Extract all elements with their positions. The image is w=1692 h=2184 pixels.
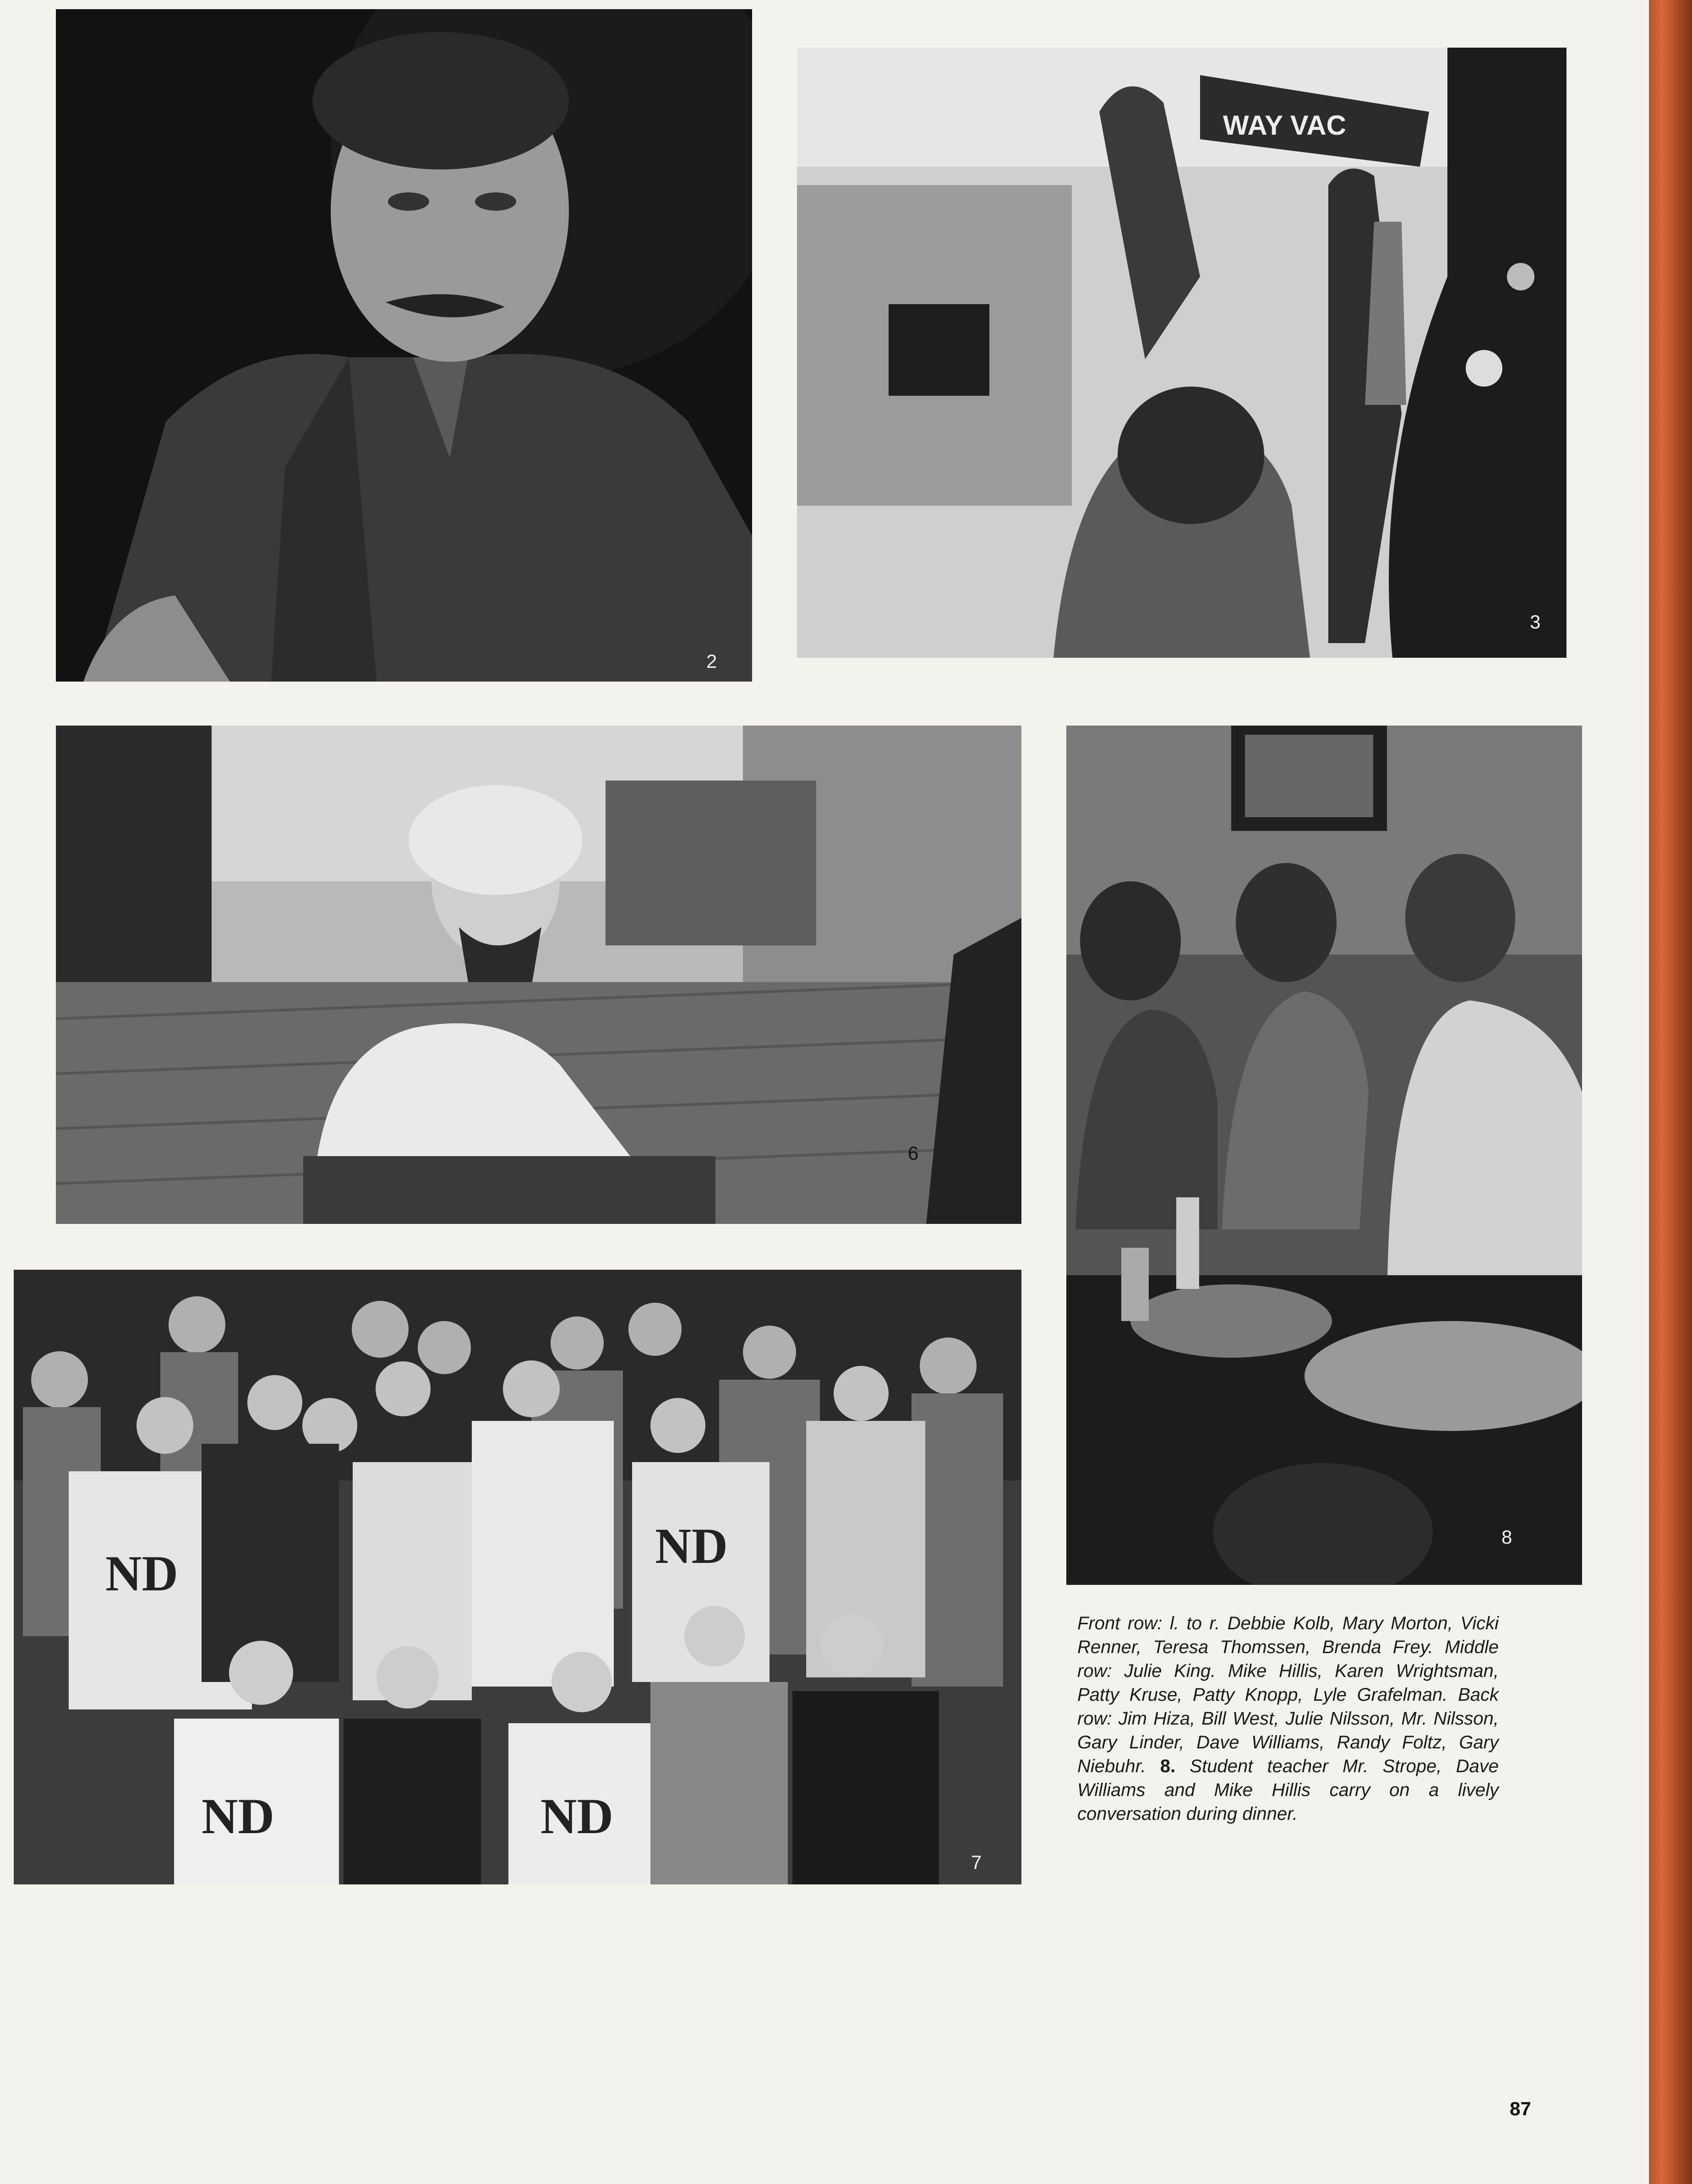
photo-6-number: 6 [908,1142,919,1164]
photo-2-number: 2 [706,650,717,672]
page-number: 87 [1510,2098,1531,2119]
photo-3-sign-text: WAY VAC [1223,110,1346,141]
photo-3-image [797,48,1566,658]
caption-marker-8: 8. [1160,1756,1176,1776]
photo-7-sweater-letters-2: ND [655,1518,728,1574]
photo-7-sweater-letters-4: ND [202,1788,274,1844]
photo-girl-in-sweater [56,726,1021,1224]
photo-7-image [14,1270,1021,1884]
photo-8-number: 8 [1501,1526,1512,1548]
photo-man-with-mustache [56,9,752,682]
photo-shoppers-in-store [797,48,1566,658]
photo-group-portrait [14,1270,1021,1884]
photo-7-sweater-letters-1: ND [105,1545,178,1601]
caption-part-2: Student teacher Mr. Strope, Dave Williams and Mike Hillis carry on a lively conversation during dinner. [1077,1756,1499,1824]
photo-3-number: 3 [1530,611,1541,633]
photo-2-image [56,9,752,682]
photo-dinner-conversation [1066,726,1582,1585]
photo-7-sweater-letters-3: ND [540,1788,613,1844]
photo-8-image [1066,726,1582,1585]
photo-caption [1077,1611,1499,1826]
photo-7-number: 7 [971,1851,982,1873]
book-binding-edge [1649,0,1692,2184]
photo-6-image [56,726,1021,1224]
caption-part-1: Front row: l. to r. Debbie Kolb, Mary Morton, Vicki Renner, Teresa Thomssen, Brenda Frey. Middle row: Julie King. Mike Hillis, Karen Wrightsman, Patty Kruse, Patty Knopp, Lyle Grafelman. Back row: Jim Hiza, Bill West, Julie Nilsson, Mr. Nilsson, Gary Linder, Dave Williams, Randy Foltz, Gary Niebuhr. [1077,1613,1499,1776]
